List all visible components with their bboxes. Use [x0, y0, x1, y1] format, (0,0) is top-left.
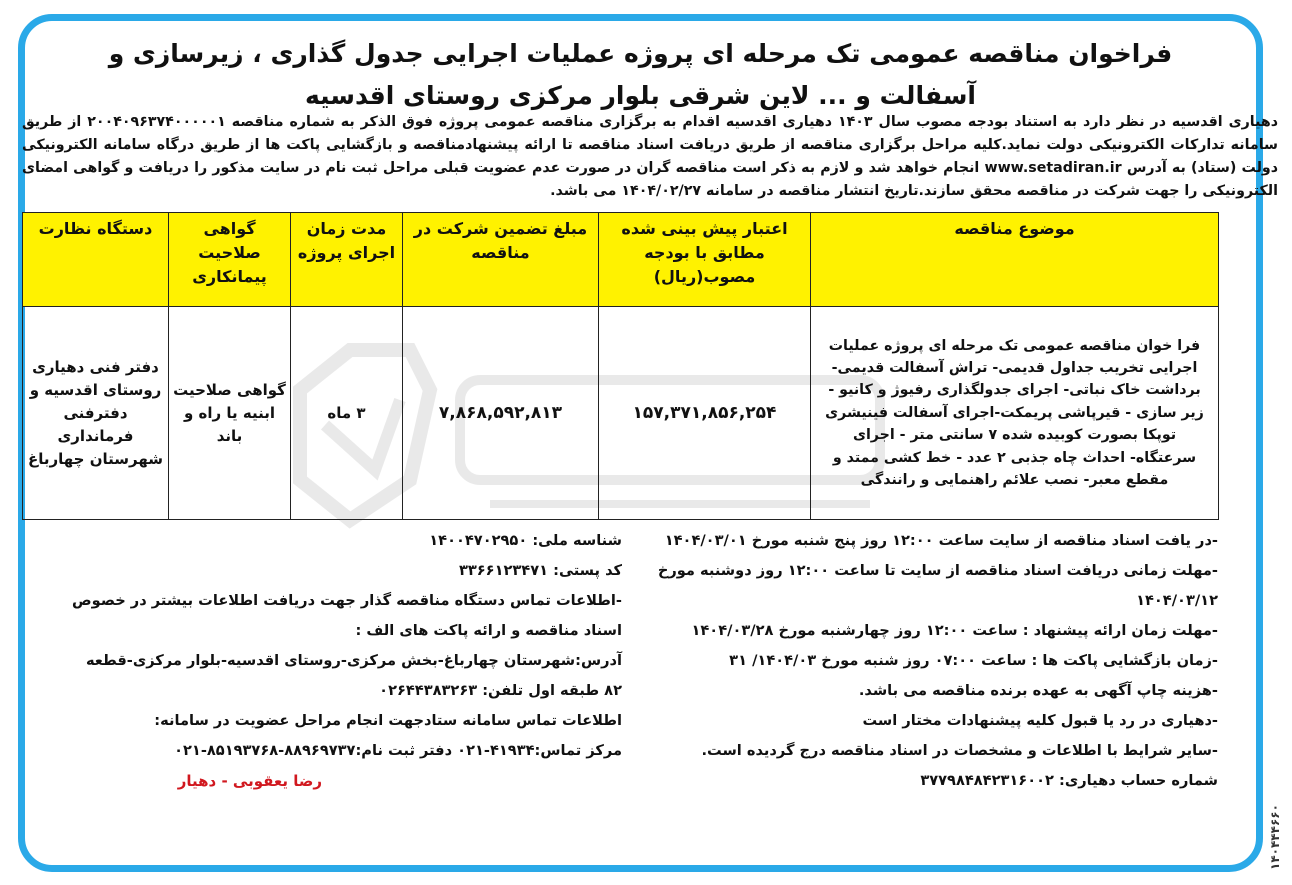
- intro-paragraph: دهیاری اقدسیه در نظر دارد به استناد بودجه مصوب سال ۱۴۰۳ دهیاری اقدسیه اقدام به برگزاری مناقصه عمومی پروژه فوق الذکر به شماره مناقصه ۲۰۰۴۰۹۶۳۷۴۰۰۰۰۰۱ از طریق سامانه تدارکات الکترونیکی دولت نماید.کلیه مراحل برگزاری مناقصه از طریق دریافت اسناد مناقصه تا ارائه پیشنهادمناقصه و بازگشایی پاکت ها از طریق درگاه سامانه الکترونیکی دولت (ستاد) به آدرس www.setadiran.ir انجام خواهد شد و لازم به ذکر است مناقصه گران در صورت عدم عضویت قبلی مراحل ثبت نام در سایت مذکور را دریافت و گواهی امضای الکترونیکی را جهت شرکت در مناقصه محقق سازند.تاریخ انتشار مناقصه در سامانه ۱۴۰۴/۰۲/۲۷ می باشد.: [22, 114, 1278, 199]
- cell-subject: فرا خوان مناقصه عمومی تک مرحله ای پروژه عملیات اجرایی تخریب جداول قدیمی- تراش آسفالت قدیمی-برداشت خاک نباتی- اجرای جدولگذاری رفیوژ و کانیو - زیر سازی - قیرپاشی پریمکت-اجرای آسفالت فینیشری توپکا بصورت کوبیده شده ۷ سانتی متر - اجرای سرعتگاه- احداث چاه جذبی ۲ عدد - خط کشی ممتد و مقطع معبر- نصب علائم راهنمایی و رانندگی: [811, 307, 1219, 520]
- header-supervisor: دستگاه نظارت: [23, 213, 169, 307]
- header-guarantee: مبلغ تضمین شرکت در مناقصه: [403, 213, 599, 307]
- contact-column: [22, 526, 622, 796]
- header-certificate: گواهی صلاحیت پیمانکاری: [169, 213, 291, 307]
- cell-supervisor: دفتر فنی دهیاری روستای اقدسیه و دفترفنی فرمانداری شهرستان چهارباغ: [23, 307, 169, 520]
- header-credit: اعتبار پیش بینی شده مطابق با بودجه مصوب(ریال): [599, 213, 811, 307]
- contact-item: اطلاعات تماس سامانه ستادجهت انجام مراحل عضویت در سامانه:: [154, 712, 622, 729]
- schedule-item: -مهلت زمان ارائه پیشنهاد : ساعت ۱۲:۰۰ روز چهارشنبه مورخ ۱۴۰۴/۰۳/۲۸: [691, 622, 1218, 639]
- call-center: مرکز تماس:۴۱۹۳۴-۰۲۱ دفتر ثبت نام:۸۸۹۶۹۷۳۷-۸۵۱۹۳۷۶۸-۰۲۱: [174, 742, 622, 759]
- schedule-item: ۱۴۰۴/۰۳/۱۲: [1136, 592, 1218, 609]
- schedule-item: -سایر شرایط با اطلاعات و مشخصات در اسناد مناقصه درج گردیده است.: [701, 742, 1218, 759]
- tender-table: [22, 212, 1219, 520]
- phone: ۸۲ طبقه اول تلفن: ۰۲۶۴۴۳۸۳۲۶۳: [379, 682, 622, 699]
- schedule-item: -دهیاری در رد یا قبول کلیه پیشنهادات مختار است: [862, 712, 1218, 729]
- cell-credit: ۱۵۷,۳۷۱,۸۵۶,۲۵۴: [599, 307, 811, 520]
- title-line-2: آسفالت و ... لاین شرقی بلوار مرکزی روستای اقدسیه: [305, 81, 976, 110]
- national-id: شناسه ملی: ۱۴۰۰۴۷۰۲۹۵۰: [429, 532, 622, 549]
- schedule-item: -هزینه چاپ آگهی به عهده برنده مناقصه می باشد.: [858, 682, 1218, 699]
- header-duration: مدت زمان اجرای پروژه: [291, 213, 403, 307]
- title-line-1: فراخوان مناقصه عمومی تک مرحله ای پروژه عملیات اجرایی جدول گذاری ، زیرسازی و: [108, 39, 1173, 68]
- cell-certificate: گواهی صلاحیت ابنیه یا راه و باند: [169, 307, 291, 520]
- cell-duration: ۳ ماه: [291, 307, 403, 520]
- schedule-item: -مهلت زمانی دریافت اسناد مناقصه از سایت تا ساعت ۱۲:۰۰ روز دوشنبه مورخ: [657, 562, 1218, 579]
- contact-item: اسناد مناقصه و ارائه پاکت های الف :: [355, 622, 622, 639]
- account-number: شماره حساب دهیاری: ۳۷۷۹۸۴۸۴۲۳۱۶۰۰۲: [920, 772, 1218, 789]
- address: آدرس:شهرستان چهارباغ-بخش مرکزی-روستای اقدسیه-بلوار مرکزی-قطعه: [85, 652, 622, 669]
- schedule-item: -زمان بازگشایی پاکت ها : ساعت ۰۷:۰۰ روز شنبه مورخ ۱۴۰۴/۰۳/ ۳۱: [729, 652, 1218, 669]
- header-subject: موضوع مناقصه: [811, 213, 1219, 307]
- table-row: [23, 307, 1219, 520]
- cell-guarantee: ۷,۸۶۸,۵۹۲,۸۱۳: [403, 307, 599, 520]
- signature: رضا یعقوبی - دهیار: [177, 772, 322, 790]
- side-code: ۱۴۰۴۴۴۶۶۰: [1268, 804, 1282, 870]
- table-header-row: [23, 213, 1219, 307]
- postal-code: کد پستی: ۳۳۶۶۱۲۳۴۷۱: [458, 562, 622, 579]
- schedule-column: [633, 526, 1218, 796]
- contact-item: -اطلاعات تماس دستگاه مناقصه گذار جهت دریافت اطلاعات بیشتر در خصوص: [72, 592, 622, 609]
- schedule-item: -در یافت اسناد مناقصه از سایت ساعت ۱۲:۰۰ روز پنج شنبه مورخ ۱۴۰۴/۰۳/۰۱: [664, 532, 1218, 549]
